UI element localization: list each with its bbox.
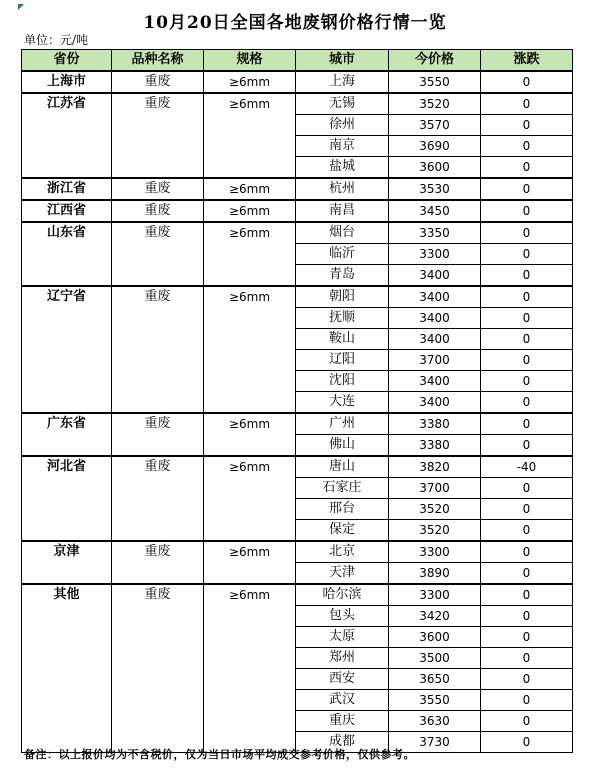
variety-cell: 重废 [112,93,204,178]
province-cell: 其他 [22,584,112,753]
price-cell: 3890 [389,563,481,585]
city-cell: 天津 [296,563,389,585]
spec-cell: ≥6mm [204,178,296,200]
province-cell: 京津 [22,541,112,584]
city-cell: 南京 [296,136,389,157]
change-cell: 0 [481,563,573,585]
province-cell: 河北省 [22,456,112,541]
change-cell: 0 [481,136,573,157]
table-header-row [22,50,573,72]
table-row [22,286,573,308]
province-cell: 上海市 [22,71,112,93]
spec-cell: ≥6mm [204,200,296,222]
city-cell: 临沂 [296,244,389,265]
change-cell: 0 [481,584,573,606]
city-cell: 唐山 [296,456,389,478]
price-cell: 3730 [389,732,481,753]
change-cell: 0 [481,350,573,371]
city-cell: 抚顺 [296,308,389,329]
price-cell: 3570 [389,115,481,136]
table-row [22,541,573,563]
spec-cell: ≥6mm [204,584,296,753]
city-cell: 石家庄 [296,478,389,499]
city-cell: 杭州 [296,178,389,200]
city-cell: 无锡 [296,93,389,115]
spec-cell: ≥6mm [204,456,296,541]
change-cell: 0 [481,711,573,732]
price-cell: 3550 [389,71,481,93]
spec-cell: ≥6mm [204,93,296,178]
table-row [22,200,573,222]
price-cell: 3690 [389,136,481,157]
change-cell: 0 [481,478,573,499]
header-city: 城市 [296,50,389,72]
change-cell: 0 [481,690,573,711]
city-cell: 武汉 [296,690,389,711]
change-cell: 0 [481,115,573,136]
change-cell: 0 [481,606,573,627]
city-cell: 郑州 [296,648,389,669]
price-cell: 3600 [389,627,481,648]
change-cell: 0 [481,265,573,287]
spec-cell: ≥6mm [204,541,296,584]
price-table [21,49,573,753]
change-cell: 0 [481,329,573,350]
change-cell: 0 [481,413,573,435]
city-cell: 徐州 [296,115,389,136]
city-cell: 包头 [296,606,389,627]
change-cell: 0 [481,520,573,542]
price-cell: 3400 [389,329,481,350]
city-cell: 邢台 [296,499,389,520]
price-cell: 3650 [389,669,481,690]
change-cell: 0 [481,371,573,392]
province-cell: 广东省 [22,413,112,456]
city-cell: 沈阳 [296,371,389,392]
city-cell: 烟台 [296,222,389,244]
city-cell: 广州 [296,413,389,435]
price-cell: 3300 [389,244,481,265]
variety-cell: 重废 [112,222,204,286]
table-row [22,456,573,478]
change-cell: 0 [481,627,573,648]
price-cell: 3500 [389,648,481,669]
table-row [22,93,573,115]
price-cell: 3700 [389,478,481,499]
city-cell: 重庆 [296,711,389,732]
change-cell: 0 [481,392,573,414]
price-cell: 3400 [389,308,481,329]
table-row [22,584,573,606]
city-cell: 盐城 [296,157,389,179]
table-body [22,71,573,753]
variety-cell: 重废 [112,584,204,753]
change-cell: 0 [481,200,573,222]
change-cell: 0 [481,669,573,690]
price-cell: 3700 [389,350,481,371]
change-cell: 0 [481,178,573,200]
change-cell: 0 [481,93,573,115]
header-change: 涨跌 [481,50,573,72]
city-cell: 辽阳 [296,350,389,371]
price-cell: 3400 [389,392,481,414]
province-cell: 江西省 [22,200,112,222]
price-cell: 3520 [389,520,481,542]
price-cell: 3600 [389,157,481,179]
price-cell: 3820 [389,456,481,478]
change-cell: 0 [481,435,573,457]
city-cell: 上海 [296,71,389,93]
change-cell: 0 [481,541,573,563]
footnote: 备注：以上报价均为不含税价，仅为当日市场平均成交参考价格，仅供参考。 [24,748,415,761]
city-cell: 南昌 [296,200,389,222]
variety-cell: 重废 [112,71,204,93]
province-cell: 山东省 [22,222,112,286]
province-cell: 辽宁省 [22,286,112,413]
change-cell: 0 [481,308,573,329]
change-cell: 0 [481,732,573,753]
change-cell: 0 [481,648,573,669]
unit-label: 单位：元/吨 [24,33,89,47]
spec-cell: ≥6mm [204,413,296,456]
spec-cell: ≥6mm [204,286,296,413]
province-cell: 江苏省 [22,93,112,178]
change-cell: 0 [481,71,573,93]
city-cell: 佛山 [296,435,389,457]
table-row [22,413,573,435]
price-cell: 3300 [389,541,481,563]
change-cell: 0 [481,157,573,179]
price-cell: 3530 [389,178,481,200]
variety-cell: 重废 [112,200,204,222]
variety-cell: 重废 [112,541,204,584]
price-cell: 3300 [389,584,481,606]
city-cell: 鞍山 [296,329,389,350]
province-cell: 浙江省 [22,178,112,200]
spec-cell: ≥6mm [204,222,296,286]
price-cell: 3550 [389,690,481,711]
change-cell: 0 [481,222,573,244]
price-cell: 3420 [389,606,481,627]
price-cell: 3400 [389,371,481,392]
price-cell: 3520 [389,93,481,115]
price-cell: 3520 [389,499,481,520]
variety-cell: 重废 [112,413,204,456]
price-cell: 3400 [389,265,481,287]
city-cell: 哈尔滨 [296,584,389,606]
city-cell: 太原 [296,627,389,648]
variety-cell: 重废 [112,286,204,413]
price-cell: 3450 [389,200,481,222]
price-cell: 3380 [389,435,481,457]
variety-cell: 重废 [112,456,204,541]
change-cell: 0 [481,499,573,520]
city-cell: 大连 [296,392,389,414]
table-row [22,222,573,244]
header-variety: 品种名称 [112,50,204,72]
table-row [22,178,573,200]
page-title: 10月20日全国各地废钢价格行情一览 [143,13,447,33]
header-spec: 规格 [204,50,296,72]
table-row [22,71,573,93]
change-cell: 0 [481,286,573,308]
city-cell: 西安 [296,669,389,690]
city-cell: 北京 [296,541,389,563]
header-province: 省份 [22,50,112,72]
change-cell: -40 [481,456,573,478]
spec-cell: ≥6mm [204,71,296,93]
change-cell: 0 [481,244,573,265]
price-cell: 3630 [389,711,481,732]
city-cell: 朝阳 [296,286,389,308]
variety-cell: 重废 [112,178,204,200]
header-price: 今价格 [389,50,481,72]
price-cell: 3400 [389,286,481,308]
city-cell: 保定 [296,520,389,542]
city-cell: 成都 [296,732,389,753]
city-cell: 青岛 [296,265,389,287]
price-cell: 3380 [389,413,481,435]
price-cell: 3350 [389,222,481,244]
